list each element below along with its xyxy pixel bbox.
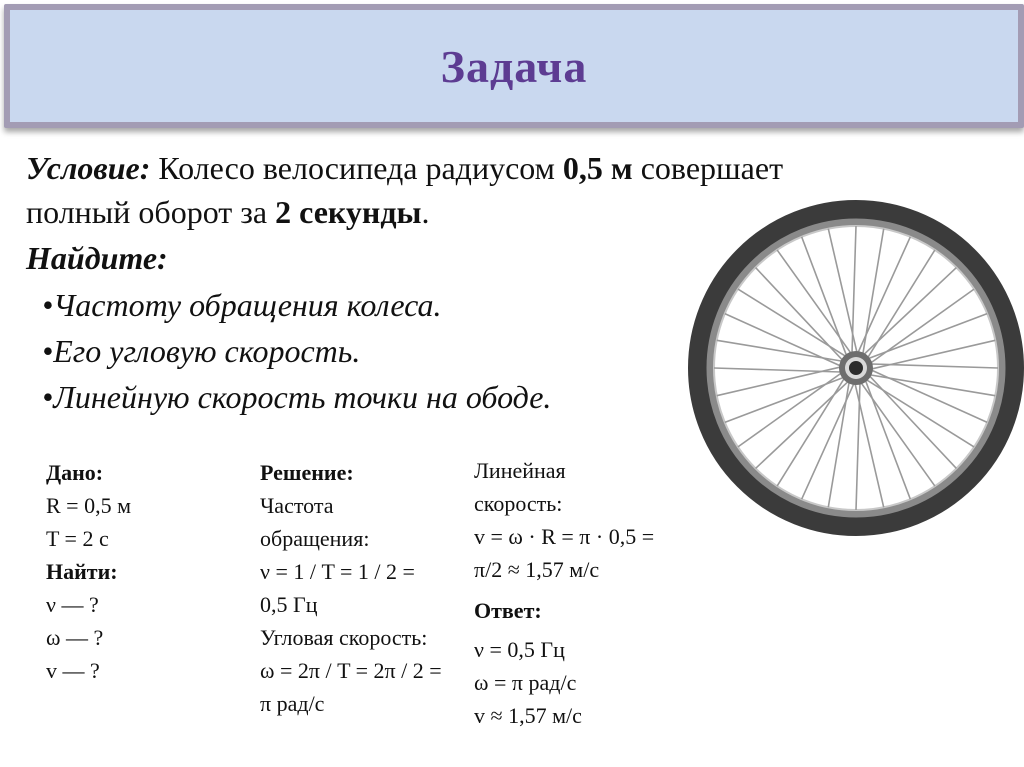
condition-text-4: .: [421, 194, 430, 230]
solution-heading: Решение:: [260, 460, 354, 485]
solution-line: 0,5 Гц: [260, 592, 318, 617]
title-bar: [4, 4, 1024, 128]
find-line: ν — ?: [46, 592, 99, 617]
linear-line: π/2 ≈ 1,57 м/с: [474, 557, 600, 582]
condition-text-3: полный оборот за: [26, 194, 276, 230]
given-heading: Дано:: [46, 460, 104, 485]
wheel-spoke: [868, 369, 987, 423]
solution-line: π рад/с: [260, 691, 325, 716]
linear-line: скорость:: [474, 491, 563, 516]
condition-text-2: совершает: [632, 150, 784, 186]
wheel-spoke: [802, 380, 856, 499]
find-line: ω — ?: [46, 625, 104, 650]
wheel-spoke: [857, 237, 911, 356]
find-heading: Найдите:: [26, 240, 168, 276]
condition-period: 2 секунды: [275, 194, 422, 230]
given-line: T = 2 с: [46, 526, 109, 551]
bullet-linear-speed: •Линейную скорость точки на ободе.: [42, 379, 552, 415]
condition-radius: 0,5 м: [562, 150, 633, 186]
wheel-spoke: [866, 250, 935, 361]
given-line: R = 0,5 м: [46, 493, 132, 518]
slide-title: Задача: [440, 40, 588, 92]
solution-line: ω = 2π / T = 2π / 2 =: [260, 658, 442, 683]
find-line: v — ?: [46, 658, 100, 683]
linear-answer-column: [474, 454, 654, 732]
solution-line: Частота: [260, 493, 334, 518]
answer-heading: Ответ:: [474, 598, 542, 623]
answer-line: ω = π рад/с: [474, 670, 577, 695]
wheel-spoke: [738, 289, 849, 358]
linear-line: v = ω · R = π · 0,5 =: [474, 524, 655, 549]
linear-line: Линейная: [474, 458, 566, 483]
wheel-spoke: [863, 378, 974, 447]
condition-label: Условие:: [26, 150, 151, 186]
solution-line: ν = 1 / T = 1 / 2 =: [260, 559, 415, 584]
bullet-frequency: •Частоту обращения колеса.: [42, 287, 442, 323]
bicycle-wheel-image: [686, 200, 1024, 540]
wheel-spoke: [725, 314, 844, 368]
wheel-spoke: [777, 375, 846, 486]
task-bullets: [42, 282, 551, 420]
answer-line: ν = 0,5 Гц: [474, 637, 565, 662]
wheel-axle: [849, 361, 863, 375]
answer-line: v ≈ 1,57 м/с: [474, 703, 582, 728]
given-column: [46, 456, 131, 687]
find-subheading: Найти:: [46, 559, 118, 584]
bullet-angular-speed: •Его угловую скорость.: [42, 333, 361, 369]
solution-line: обращения:: [260, 526, 370, 551]
condition-text-1: Колесо велосипеда радиусом: [150, 150, 563, 186]
solution-column: [260, 456, 442, 720]
solution-line: Угловая скорость:: [260, 625, 428, 650]
